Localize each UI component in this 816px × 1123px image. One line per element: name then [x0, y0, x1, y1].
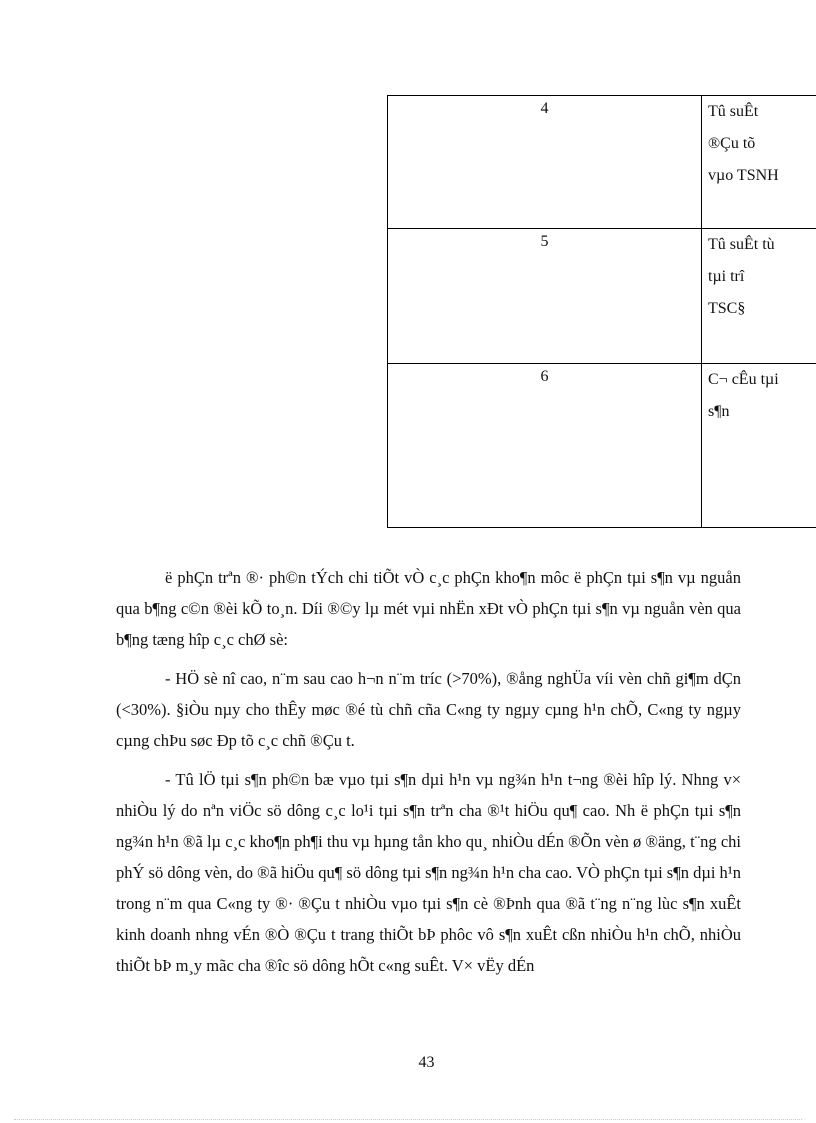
page-number: 43 — [418, 1054, 435, 1071]
body-text — [116, 562, 741, 989]
table-row — [388, 96, 816, 229]
row-number-cell: 5 — [388, 229, 702, 364]
row-label-line: Tû suÊt tù — [708, 236, 775, 253]
paragraph-summary: ë phÇn trªn ®· ph©n tÝch chi tiÕt vÒ c¸c phÇn kho¶n môc ë phÇn tµi s¶n vµ nguån qua b¶ng c©n ®èi kÕ to¸n. Díi ®©y lµ mét vµi nhËn xÐt vÒ phÇn tµi s¶n vµ nguån vèn qua b¶ng tæng hîp c¸c chØ sè: — [116, 568, 741, 649]
footer-divider — [14, 1119, 802, 1120]
table-row — [388, 229, 816, 364]
row-number-cell: 4 — [388, 96, 702, 229]
row-label-line: ®Çu tõ — [708, 135, 756, 152]
row-number-cell: 6 — [388, 364, 702, 528]
row-label-cell — [702, 364, 816, 528]
row-label-cell — [702, 229, 816, 364]
row-label-line: C¬ cÊu tµi — [708, 371, 779, 388]
row-label-line: TSC§ — [708, 300, 746, 317]
row-label-line: s¶n — [708, 403, 730, 420]
table-row — [388, 364, 816, 528]
paragraph-debt-ratio: - HÖ sè nî cao, n¨m sau cao h¬n n¨m tríc (>70%), ®ång nghÜa víi vèn chñ gi¶m dÇn (<30%). §iÒu nµy cho thÊy møc ®é tù chñ cña C«ng ty ngµy cµng h¹n chÕ, C«ng ty ngµy cµng chÞu søc Ðp tõ c¸c chñ ®Çu t. — [116, 669, 741, 750]
paragraph-asset-allocation: - Tû lÖ tµi s¶n ph©n bæ vµo tµi s¶n dµi h¹n vµ ng¾n h¹n t¬ng ®èi hîp lý. Nhng v× nhiÒu lý do nªn viÖc sö dông c¸c lo¹i tµi s¶n trªn cha ®¹t hiÖu qu¶ cao. Nh ë phÇn tµi s¶n ng¾n h¹n ®ã lµ c¸c kho¶n ph¶i thu vµ hµng tån kho qu¸ nhiÒu dÉn ®Õn vèn ø ®äng, t¨ng chi phÝ sö dông vèn, do ®ã hiÖu qu¶ sö dông tµi s¶n ng¾n h¹n cha cao. VÒ phÇn tµi s¶n dµi h¹n trong n¨m qua C«ng ty ®· ®Çu t nhiÒu vµo tµi s¶n cè ®Þnh qua ®ã t¨ng n¨ng lùc s¶n xuÊt kinh doanh nhng vÉn ®Ò ®Çu t trang thiÕt bÞ phôc vô s¶n xuÊt cßn nhiÒu h¹n chÕ, nhiÒu thiÕt bÞ m¸y mãc cha ®îc sö dông hÕt c«ng suÊt. V× vËy dÉn — [116, 770, 741, 975]
row-label-line: vµo TSNH — [708, 167, 779, 184]
row-label-line: tµi trî — [708, 268, 745, 285]
ratio-table — [387, 95, 816, 528]
row-label-cell — [702, 96, 816, 229]
row-label-line: Tû suÊt — [708, 103, 759, 120]
